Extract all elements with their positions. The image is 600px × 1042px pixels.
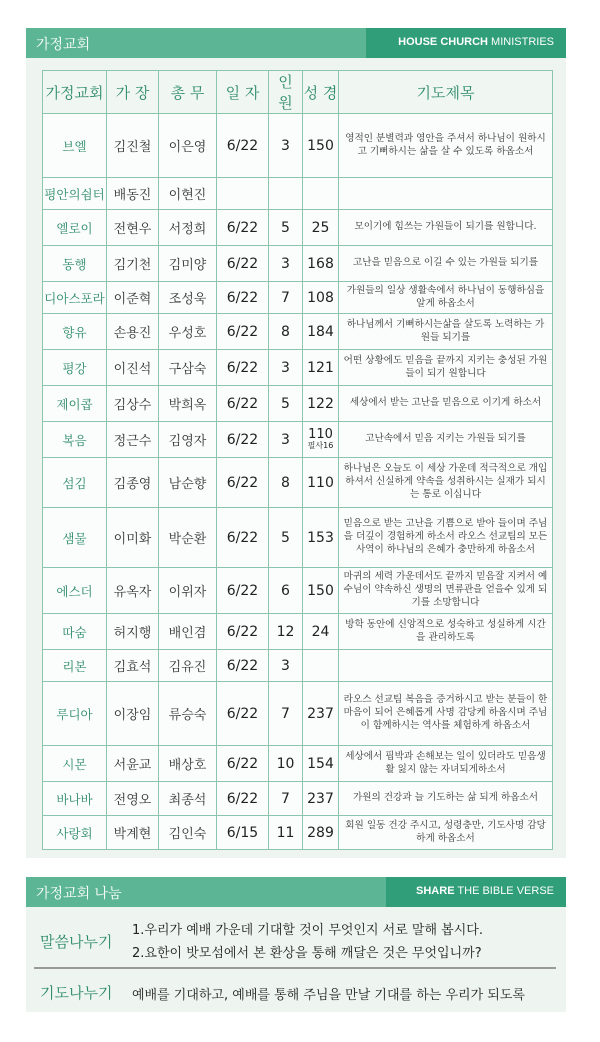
- date-cell: 6/22: [217, 386, 269, 422]
- table-row: [43, 614, 553, 650]
- date-cell: 6/22: [217, 114, 269, 178]
- date-cell: 6/22: [217, 458, 269, 508]
- bible-cell: [303, 422, 339, 458]
- leader-cell: 이준혁: [107, 282, 159, 314]
- date-cell: 6/22: [217, 422, 269, 458]
- count-cell: 5: [269, 386, 303, 422]
- leader-cell: 손용진: [107, 314, 159, 350]
- secretary-cell: 배인겸: [159, 614, 217, 650]
- church-name-cell: 바나바: [43, 782, 107, 816]
- leader-cell: 김상수: [107, 386, 159, 422]
- date-cell: 6/22: [217, 282, 269, 314]
- secretary-cell: 남순향: [159, 458, 217, 508]
- prayer-cell: 모이기에 힘쓰는 가원들이 되기를 원합니다.: [339, 210, 553, 246]
- date-cell: 6/22: [217, 682, 269, 746]
- bible-cell: 150: [303, 568, 339, 614]
- secretary-cell: 우성호: [159, 314, 217, 350]
- leader-cell: 김종영: [107, 458, 159, 508]
- church-name-cell: 따숨: [43, 614, 107, 650]
- bible-cell: 108: [303, 282, 339, 314]
- section-subtitle-rest: MINISTRIES: [487, 36, 554, 48]
- table-row: [43, 508, 553, 568]
- date-cell: 6/22: [217, 314, 269, 350]
- church-name-cell: 리본: [43, 650, 107, 682]
- leader-cell: 유옥자: [107, 568, 159, 614]
- count-cell: 10: [269, 746, 303, 782]
- table-row: [43, 210, 553, 246]
- sharing-section: [26, 877, 566, 1012]
- table-row: [43, 746, 553, 782]
- count-cell: 5: [269, 508, 303, 568]
- prayer-cell: 가원의 건강과 늘 기도하는 삶 되게 하옵소서: [339, 782, 553, 816]
- section-title-bar: [26, 28, 366, 58]
- bible-cell: 184: [303, 314, 339, 350]
- prayer-cell: 방학 동안에 신앙적으로 성숙하고 성실하게 시간을 관리하도록: [339, 614, 553, 650]
- section-subtitle-bold: HOUSE CHURCH: [398, 36, 488, 48]
- col-header-bible: 성 경: [303, 71, 339, 114]
- table-row: [43, 816, 553, 850]
- secretary-cell: 이현진: [159, 178, 217, 210]
- sharing-subtitle: [416, 885, 554, 897]
- date-cell: [217, 178, 269, 210]
- count-cell: 8: [269, 458, 303, 508]
- secretary-cell: 김미양: [159, 246, 217, 282]
- table-row: [43, 386, 553, 422]
- leader-cell: 정근수: [107, 422, 159, 458]
- date-cell: 6/22: [217, 746, 269, 782]
- bible-cell: [303, 650, 339, 682]
- leader-cell: 이미화: [107, 508, 159, 568]
- leader-cell: 김기천: [107, 246, 159, 282]
- col-header-leader: 가 장: [107, 71, 159, 114]
- church-name-cell: 섬김: [43, 458, 107, 508]
- count-cell: 7: [269, 682, 303, 746]
- bible-cell: 237: [303, 782, 339, 816]
- bible-cell: 122: [303, 386, 339, 422]
- count-cell: [269, 178, 303, 210]
- secretary-cell: 김유진: [159, 650, 217, 682]
- word-question-2: 2.요한이 밧모섬에서 본 환상을 통해 깨달은 것은 무엇입니까?: [132, 946, 482, 961]
- table-row: [43, 650, 553, 682]
- secretary-cell: 배상호: [159, 746, 217, 782]
- prayer-cell: 마귀의 세력 가운데서도 끝까지 믿음잘 지켜서 예수님이 약속하신 생명의 면류관을 얻을수 있게 되기를 소망합니다: [339, 568, 553, 614]
- date-cell: 6/22: [217, 210, 269, 246]
- leader-cell: 허지행: [107, 614, 159, 650]
- church-name-cell: 루디아: [43, 682, 107, 746]
- col-header-prayer: 기도제목: [339, 71, 553, 114]
- church-name-cell: 평강: [43, 350, 107, 386]
- prayer-sharing-text: 예배를 기대하고, 예배를 통해 주님을 만날 기대를 하는 우리가 되도록: [132, 988, 525, 1003]
- section-divider: [34, 967, 556, 969]
- count-cell: 7: [269, 782, 303, 816]
- prayer-cell: 하나님은 오늘도 이 세상 가운데 적극적으로 개입하셔서 신실하게 약속을 성취하시는 실재가 되시는 통로 이십니다: [339, 458, 553, 508]
- prayer-cell: 세상에서 핍박과 손해보는 일이 있더라도 믿음생활 잃지 않는 자녀되게하소서: [339, 746, 553, 782]
- prayer-cell: 하나님께서 기뻐하시는삶을 살도록 노력하는 가원들 되기를: [339, 314, 553, 350]
- leader-cell: 이장임: [107, 682, 159, 746]
- date-cell: 6/22: [217, 650, 269, 682]
- count-cell: 3: [269, 350, 303, 386]
- count-cell: 12: [269, 614, 303, 650]
- secretary-cell: 박희옥: [159, 386, 217, 422]
- bible-cell: 25: [303, 210, 339, 246]
- word-sharing-label: 말씀나누기: [40, 933, 113, 951]
- secretary-cell: 이은영: [159, 114, 217, 178]
- bible-cell: 154: [303, 746, 339, 782]
- leader-cell: 이진석: [107, 350, 159, 386]
- church-name-cell: 사랑회: [43, 816, 107, 850]
- prayer-cell: [339, 650, 553, 682]
- church-name-cell: 에스더: [43, 568, 107, 614]
- secretary-cell: 김인숙: [159, 816, 217, 850]
- prayer-cell: 라오스 선교팀 복음을 증거하시고 받는 분들이 한마음이 되어 은혜롭게 사명 감당케 하옵시며 주님이 함께하시는 역사를 체험하게 하옵소서: [339, 682, 553, 746]
- bible-count: 110: [308, 426, 333, 442]
- count-cell: 3: [269, 650, 303, 682]
- count-cell: 5: [269, 210, 303, 246]
- sharing-subtitle-rest: THE BIBLE VERSE: [454, 885, 554, 897]
- house-church-section: [26, 28, 566, 858]
- bible-cell: 289: [303, 816, 339, 850]
- section-title: 가정교회: [36, 37, 91, 53]
- count-cell: 6: [269, 568, 303, 614]
- date-cell: 6/15: [217, 816, 269, 850]
- church-name-cell: 평안의쉼터: [43, 178, 107, 210]
- prayer-cell: 영적인 분별력과 영안을 주셔서 하나님이 원하시고 기뻐하시는 삶을 살 수 있도록 하옵소서: [339, 114, 553, 178]
- table-row: [43, 422, 553, 458]
- leader-cell: 전영오: [107, 782, 159, 816]
- date-cell: 6/22: [217, 614, 269, 650]
- bible-cell: 153: [303, 508, 339, 568]
- word-question-1: 1.우리가 예배 가운데 기대할 것이 무엇인지 서로 말해 봅시다.: [132, 923, 483, 938]
- table-row: [43, 114, 553, 178]
- count-cell: 11: [269, 816, 303, 850]
- count-cell: 3: [269, 114, 303, 178]
- table-body: [43, 114, 553, 850]
- sharing-subtitle-bold: SHARE: [416, 885, 455, 897]
- bible-cell: 110: [303, 458, 339, 508]
- church-name-cell: 샘물: [43, 508, 107, 568]
- col-header-count: 인 원: [269, 71, 303, 114]
- table-row: [43, 246, 553, 282]
- table-row: [43, 568, 553, 614]
- col-header-date: 일 자: [217, 71, 269, 114]
- date-cell: 6/22: [217, 246, 269, 282]
- table-header-row: [43, 71, 553, 114]
- bible-copy-count: 필사16: [307, 441, 334, 451]
- leader-cell: 서윤교: [107, 746, 159, 782]
- sharing-title: 가정교회 나눔: [36, 886, 122, 902]
- leader-cell: 전현우: [107, 210, 159, 246]
- table-row: [43, 282, 553, 314]
- table-row: [43, 350, 553, 386]
- table-row: [43, 782, 553, 816]
- count-cell: 3: [269, 246, 303, 282]
- house-church-table: [42, 70, 553, 850]
- table-row: [43, 458, 553, 508]
- col-header-secretary: 총 무: [159, 71, 217, 114]
- table-row: [43, 314, 553, 350]
- col-header-church: 가정교회: [43, 71, 107, 114]
- prayer-cell: 회원 일동 건강 주시고, 성령충만, 기도사명 감당하게 하옵소서: [339, 816, 553, 850]
- bible-cell: [303, 178, 339, 210]
- bible-cell: 121: [303, 350, 339, 386]
- count-cell: 8: [269, 314, 303, 350]
- prayer-cell: 세상에서 받는 고난을 믿음으로 이기게 하소서: [339, 386, 553, 422]
- secretary-cell: 구삼숙: [159, 350, 217, 386]
- secretary-cell: 서정희: [159, 210, 217, 246]
- secretary-cell: 김영자: [159, 422, 217, 458]
- bible-cell: 150: [303, 114, 339, 178]
- secretary-cell: 박순환: [159, 508, 217, 568]
- count-cell: 3: [269, 422, 303, 458]
- date-cell: 6/22: [217, 782, 269, 816]
- prayer-cell: 믿음으로 받는 고난을 기쁨으로 받아 들이며 주님을 더깊이 경험하게 하소서 라오스 선교팀의 모든 사역이 하나님의 은혜가 충만하게 하옵소서: [339, 508, 553, 568]
- prayer-cell: [339, 178, 553, 210]
- bible-cell: 168: [303, 246, 339, 282]
- date-cell: 6/22: [217, 568, 269, 614]
- prayer-cell: 가원들의 일상 생활속에서 하나님이 동행하심을 알게 하옵소서: [339, 282, 553, 314]
- sharing-header: [26, 877, 566, 907]
- church-name-cell: 브엘: [43, 114, 107, 178]
- church-name-cell: 향유: [43, 314, 107, 350]
- bible-cell: 24: [303, 614, 339, 650]
- prayer-sharing-label: 기도나누기: [40, 984, 113, 1002]
- church-name-cell: 엘로이: [43, 210, 107, 246]
- secretary-cell: 류승숙: [159, 682, 217, 746]
- prayer-cell: 고난을 믿음으로 이길 수 있는 가원들 되기를: [339, 246, 553, 282]
- church-name-cell: 동행: [43, 246, 107, 282]
- section-subtitle: [398, 36, 554, 48]
- date-cell: 6/22: [217, 508, 269, 568]
- secretary-cell: 조성욱: [159, 282, 217, 314]
- leader-cell: 김진철: [107, 114, 159, 178]
- church-name-cell: 제이콥: [43, 386, 107, 422]
- secretary-cell: 이위자: [159, 568, 217, 614]
- date-cell: 6/22: [217, 350, 269, 386]
- section-header: [26, 28, 566, 58]
- leader-cell: 박계현: [107, 816, 159, 850]
- sharing-title-bar: [26, 877, 386, 907]
- table-row: [43, 178, 553, 210]
- leader-cell: 김효석: [107, 650, 159, 682]
- count-cell: 7: [269, 282, 303, 314]
- leader-cell: 배동진: [107, 178, 159, 210]
- table-row: [43, 682, 553, 746]
- secretary-cell: 최종석: [159, 782, 217, 816]
- church-name-cell: 시몬: [43, 746, 107, 782]
- bible-cell: 237: [303, 682, 339, 746]
- church-name-cell: 복음: [43, 422, 107, 458]
- prayer-cell: 어떤 상황에도 믿음을 끝까지 지키는 충성된 가원들이 되기 원합니다: [339, 350, 553, 386]
- church-name-cell: 디아스포라: [43, 282, 107, 314]
- prayer-cell: 고난속에서 믿음 지키는 가원들 되기를: [339, 422, 553, 458]
